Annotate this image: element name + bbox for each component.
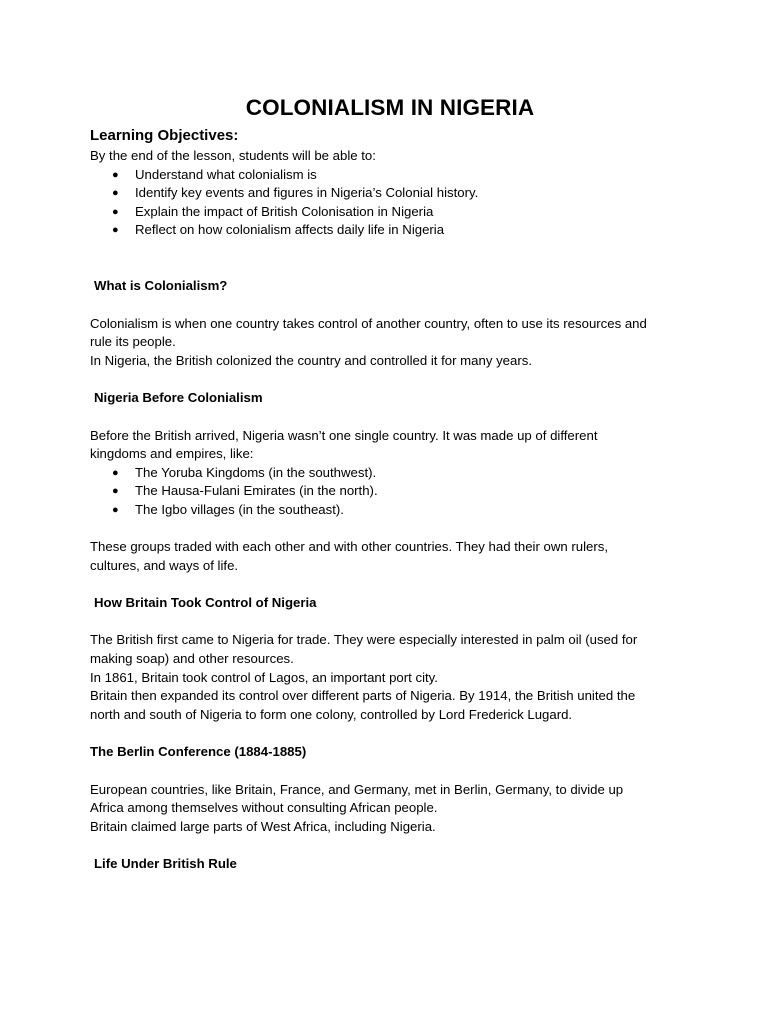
list-item: ● The Igbo villages (in the southeast). [90, 501, 690, 520]
paragraph-line: In 1861, Britain took control of Lagos, an important port city. [90, 669, 438, 685]
section-heading-control: How Britain Took Control of Nigeria [94, 594, 317, 610]
document-page [90, 94, 690, 874]
paragraph-line: making soap) and other resources. [90, 651, 294, 667]
paragraph-line: Britain claimed large parts of West Africa, including Nigeria. [90, 818, 436, 834]
list-item: ● Reflect on how colonialism affects daily life in Nigeria [90, 221, 690, 240]
section-heading-berlin: The Berlin Conference (1884-1885) [90, 744, 307, 760]
paragraph-line: rule its people. [90, 334, 176, 350]
objectives-intro: By the end of the lesson, students will be able to: [90, 148, 376, 163]
list-item: ● Identify key events and figures in Nigeria’s Colonial history. [90, 184, 690, 203]
paragraph-line: Britain then expanded its control over different parts of Nigeria. By 1914, the British united the [90, 688, 636, 704]
paragraph-line: Africa among themselves without consulting African people. [90, 800, 438, 816]
paragraph-line: north and south of Nigeria to form one colony, controlled by Lord Frederick Lugard. [90, 706, 573, 722]
bullet-icon: ● [112, 187, 119, 200]
bullet-icon: ● [112, 168, 119, 181]
bullet-icon: ● [112, 503, 119, 516]
list-item: ● Understand what colonialism is [90, 166, 690, 185]
bullet-icon: ● [112, 205, 119, 218]
bullet-icon: ● [112, 224, 119, 237]
paragraph-line: cultures, and ways of life. [90, 557, 239, 573]
paragraph-line: kingdoms and empires, like: [90, 446, 254, 462]
section-heading-life: Life Under British Rule [94, 856, 237, 871]
paragraph-line: Before the British arrived, Nigeria wasn’t one single country. It was made up of different [90, 427, 598, 443]
section-heading-what-is: What is Colonialism? [94, 277, 228, 293]
list-item: ● Explain the impact of British Colonisation in Nigeria [90, 203, 690, 222]
objectives-list [90, 166, 690, 240]
list-item: ● The Hausa-Fulani Emirates (in the north). [90, 482, 690, 501]
list-item: ● The Yoruba Kingdoms (in the southwest). [90, 464, 690, 483]
paragraph-line: These groups traded with each other and with other countries. They had their own rulers, [90, 539, 609, 555]
paragraph-line: Colonialism is when one country takes control of another country, often to use its resources and [90, 315, 647, 331]
paragraph-line: The British first came to Nigeria for trade. They were especially interested in palm oil (used for [90, 632, 638, 648]
objectives-heading: Learning Objectives: [90, 127, 239, 144]
paragraph-line: European countries, like Britain, France, and Germany, met in Berlin, Germany, to divide up [90, 781, 624, 797]
bullet-icon: ● [112, 466, 119, 479]
bullet-icon: ● [112, 485, 119, 498]
paragraph-line: In Nigeria, the British colonized the country and controlled it for many years. [90, 352, 533, 368]
document-title: COLONIALISM IN NIGERIA [245, 95, 535, 120]
section-heading-before: Nigeria Before Colonialism [94, 389, 263, 405]
groups-list [90, 464, 690, 520]
